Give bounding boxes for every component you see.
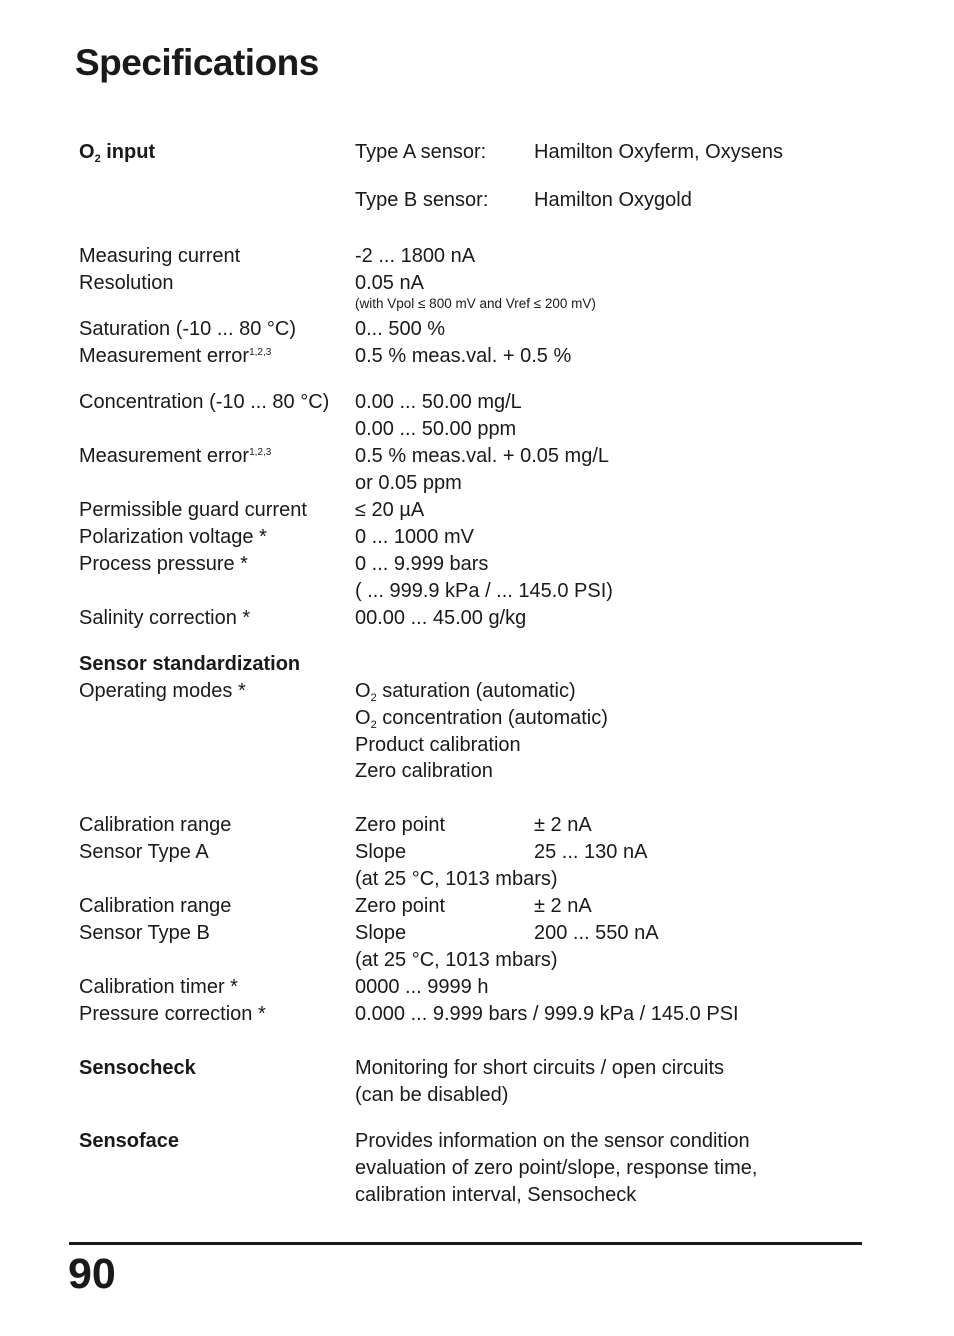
- cal-b-slope-label: Slope: [355, 922, 407, 944]
- sensoface-value1: Provides information on the sensor condition: [355, 1130, 750, 1152]
- resolution-value: 0.05 nA: [355, 272, 424, 294]
- o2-label: O: [355, 707, 371, 729]
- polarization-label: Polarization voltage *: [79, 526, 267, 548]
- type-a-label: Type A sensor:: [355, 141, 487, 163]
- measurement-error-conc-label: [79, 444, 271, 468]
- process-pressure-value: 0 ... 9.999 bars: [355, 553, 489, 575]
- guard-current-value: ≤ 20 µA: [355, 499, 425, 521]
- measuring-current-label: Measuring current: [79, 245, 241, 267]
- o2-subscript: 2: [94, 153, 101, 165]
- cal-range-a-label: Calibration range: [79, 814, 232, 836]
- process-pressure-value2: ( ... 999.9 kPa / ... 145.0 PSI): [355, 580, 613, 602]
- o2-input-label-rest: input: [100, 141, 156, 163]
- sensor-standardization-heading: Sensor standardization: [79, 653, 301, 675]
- saturation-value: 0... 500 %: [355, 318, 446, 340]
- salinity-label: Salinity correction *: [79, 607, 251, 629]
- o2-label: O: [79, 141, 95, 163]
- sensoface-value3: calibration interval, Sensocheck: [355, 1184, 637, 1206]
- process-pressure-label: Process pressure *: [79, 553, 248, 575]
- sensocheck-heading: Sensocheck: [79, 1057, 196, 1079]
- guard-current-label: Permissible guard current: [79, 499, 307, 521]
- type-b-value: Hamilton Oxygold: [534, 189, 692, 211]
- salinity-value: 00.00 ... 45.00 g/kg: [355, 607, 527, 629]
- measurement-error-text: Measurement error: [79, 445, 250, 467]
- concentration-value-ppm: 0.00 ... 50.00 ppm: [355, 418, 517, 440]
- cal-a-zero-value: ± 2 nA: [534, 814, 592, 836]
- o2-subscript: 2: [370, 692, 377, 704]
- operating-modes-label: Operating modes *: [79, 680, 246, 702]
- concentration-label: Concentration (-10 ... 80 °C): [79, 391, 330, 413]
- cal-a-condition: (at 25 °C, 1013 mbars): [355, 868, 558, 890]
- polarization-value: 0 ... 1000 mV: [355, 526, 474, 548]
- pressure-correction-value: 0.000 ... 9.999 bars / 999.9 kPa / 145.0 PSI: [355, 1003, 739, 1025]
- footer-rule: [69, 1242, 862, 1245]
- resolution-label: Resolution: [79, 272, 174, 294]
- footnote-ref: 1,2,3: [249, 347, 272, 358]
- footnote-ref: 1,2,3: [249, 447, 272, 458]
- measurement-error-value: 0.5 % meas.val. + 0.5 %: [355, 345, 572, 367]
- cal-b-zero-value: ± 2 nA: [534, 895, 592, 917]
- mode-text: concentration (automatic): [376, 707, 608, 729]
- concentration-value-mgl: 0.00 ... 50.00 mg/L: [355, 391, 522, 413]
- cal-a-slope-label: Slope: [355, 841, 407, 863]
- type-a-value: Hamilton Oxyferm, Oxysens: [534, 141, 783, 163]
- mode-zero-calibration: Zero calibration: [355, 760, 493, 782]
- mode-product-calibration: Product calibration: [355, 734, 521, 756]
- o2-label: O: [355, 680, 371, 702]
- measurement-error-conc-value: 0.5 % meas.val. + 0.05 mg/L: [355, 445, 610, 467]
- cal-b-condition: (at 25 °C, 1013 mbars): [355, 949, 558, 971]
- page-title: Specifications: [75, 42, 319, 83]
- sensoface-heading: Sensoface: [79, 1130, 180, 1152]
- measurement-error-label: [79, 344, 271, 368]
- cal-timer-label: Calibration timer *: [79, 976, 238, 998]
- cal-a-zero-label: Zero point: [355, 814, 446, 836]
- sensor-type-a-label: Sensor Type A: [79, 841, 209, 863]
- pressure-correction-label: Pressure correction *: [79, 1003, 266, 1025]
- page-number: 90: [68, 1250, 116, 1298]
- sensocheck-value: Monitoring for short circuits / open circuits: [355, 1057, 725, 1079]
- measuring-current-value: -2 ... 1800 nA: [355, 245, 476, 267]
- o2-input-heading: [79, 140, 155, 164]
- sensoface-value2: evaluation of zero point/slope, response time,: [355, 1157, 758, 1179]
- measurement-error-text: Measurement error: [79, 345, 250, 367]
- type-b-label: Type B sensor:: [355, 189, 489, 211]
- mode-o2-concentration: [355, 706, 608, 730]
- sensocheck-value2: (can be disabled): [355, 1084, 509, 1106]
- cal-a-slope-value: 25 ... 130 nA: [534, 841, 648, 863]
- cal-b-slope-value: 200 ... 550 nA: [534, 922, 659, 944]
- mode-o2-saturation: [355, 679, 576, 703]
- measurement-error-conc-value2: or 0.05 ppm: [355, 472, 462, 494]
- cal-range-b-label: Calibration range: [79, 895, 232, 917]
- saturation-label: Saturation (-10 ... 80 °C): [79, 318, 296, 340]
- cal-b-zero-label: Zero point: [355, 895, 446, 917]
- o2-subscript: 2: [370, 719, 377, 731]
- resolution-note: (with Vpol ≤ 800 mV and Vref ≤ 200 mV): [355, 296, 596, 311]
- sensor-type-b-label: Sensor Type B: [79, 922, 210, 944]
- mode-text: saturation (automatic): [376, 680, 576, 702]
- cal-timer-value: 0000 ... 9999 h: [355, 976, 489, 998]
